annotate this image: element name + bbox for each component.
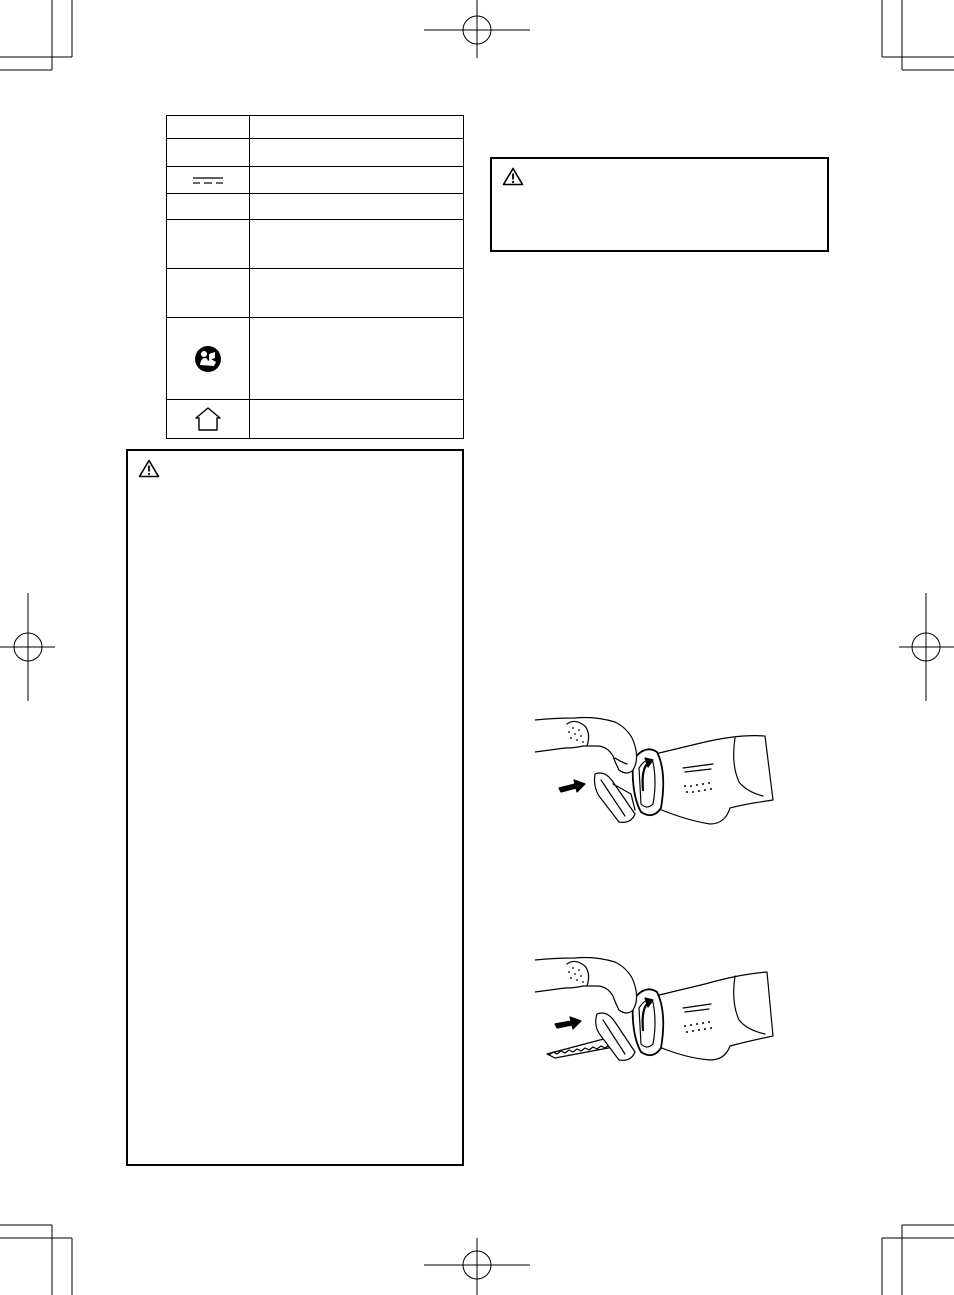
- meaning-cell: [250, 269, 464, 318]
- warning-box-left: [126, 449, 464, 1166]
- symbol-cell: [167, 400, 250, 439]
- symbol-cell: [167, 269, 250, 318]
- symbol-cell: [167, 116, 250, 139]
- warning-triangle-icon: [138, 459, 160, 478]
- indoor-use-icon: [193, 406, 223, 432]
- table-row: [167, 139, 464, 167]
- meaning-cell: [250, 220, 464, 269]
- warning-heading: [138, 459, 166, 478]
- table-row: [167, 269, 464, 318]
- blade-insert-illustration: [535, 712, 775, 837]
- symbols-table: [166, 115, 464, 439]
- read-manual-icon: [194, 345, 222, 373]
- symbol-cell: [167, 220, 250, 269]
- meaning-cell: [250, 400, 464, 439]
- meaning-cell: [250, 139, 464, 167]
- table-row: [167, 116, 464, 139]
- symbol-cell: [167, 139, 250, 167]
- meaning-cell: [250, 116, 464, 139]
- dc-current-icon: [191, 175, 225, 185]
- blade-installed-illustration: [535, 954, 775, 1074]
- meaning-cell: [250, 318, 464, 400]
- meaning-cell: [250, 167, 464, 194]
- warning-triangle-icon: [502, 167, 524, 186]
- table-row: [167, 318, 464, 400]
- warning-heading: [502, 167, 530, 186]
- table-row: [167, 194, 464, 220]
- symbol-cell: [167, 194, 250, 220]
- warning-box-right: [490, 157, 829, 252]
- symbol-cell: [167, 167, 250, 194]
- table-row: [167, 400, 464, 439]
- table-row: [167, 167, 464, 194]
- symbol-cell: [167, 318, 250, 400]
- meaning-cell: [250, 194, 464, 220]
- table-row: [167, 220, 464, 269]
